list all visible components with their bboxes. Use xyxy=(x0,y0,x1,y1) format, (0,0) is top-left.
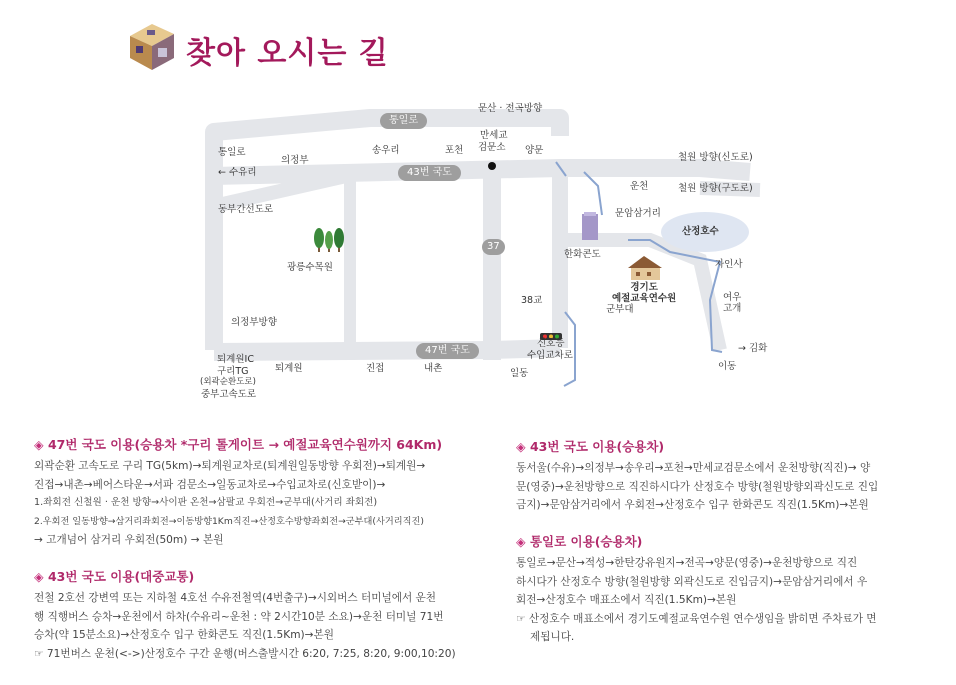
diamond-icon: ◈ xyxy=(34,437,44,452)
section-line: 외곽순환 고속도로 구리 TG(5km)→퇴계원교차로(퇴계원일동방향 우회전)→퇴계원→ xyxy=(34,460,426,472)
section-line: 2.우회전 일동방향→삼거리좌회전→이동방향1Km직진→산정호수방향좌회전→군부대(사거리직진) xyxy=(34,515,424,527)
yeou-gogae-label: 여우 고개 xyxy=(723,292,742,314)
institute-building-icon xyxy=(628,256,662,280)
gwangneung-label: 광릉수목원 xyxy=(287,262,333,273)
suyuri-label: ← 수유리 xyxy=(218,167,257,178)
cheorwon-gudoro-label: 철원 방향(구도로) xyxy=(678,183,753,194)
route47-tag: 47번 국도 xyxy=(416,343,479,359)
route-section-43-public xyxy=(34,567,504,663)
section-line: 문(영중)→운천방향으로 직진하시다가 산정호수 방향(철원방향외곽신도로 진입 xyxy=(516,480,879,493)
mansegyo-label: 만세교 xyxy=(480,130,508,141)
section-line: 금지)→문암삼거리에서 우회전→산정호수 입구 한화콘도 직진(1.5Km)→본원 xyxy=(516,499,869,511)
gimhwa-label: → 김화 xyxy=(738,343,768,354)
uijeongbu-label: 의정부 xyxy=(281,155,309,166)
yangmun-label: 양문 xyxy=(525,145,544,156)
singodeung-label: 신호등 xyxy=(537,338,565,349)
hanwha-label: 한화콘도 xyxy=(564,249,601,260)
section-title: 47번 국도 이용(승용차 *구리 톨게이트 → 예절교육연수원까지 64Km) xyxy=(47,437,443,452)
parking-note: ☞ 산정호수 매표소에서 경기도예절교육연수원 연수생임을 밝히면 주차료가 면 xyxy=(516,612,877,625)
section-line: 동서울(수유)→의정부→송우리→포천→만세교검문소에서 운천방향(직진)→ 양 xyxy=(516,462,871,474)
section-line: 행 직행버스 승차→운천에서 하차(수유리~운천 : 약 2시간10분 소요)→운천 터미널 71번 xyxy=(34,610,444,623)
munsan-label: 문산 · 전곡방향 xyxy=(478,103,543,114)
ido-label: 이동 xyxy=(718,361,737,372)
route37-tag: 37 xyxy=(482,239,505,255)
diamond-icon: ◈ xyxy=(516,534,526,549)
naechon-label: 내촌 xyxy=(424,363,443,374)
page-title: 찾아 오시는 길 xyxy=(186,36,389,71)
geommunso-label: 검문소 xyxy=(478,142,506,153)
section-title: 43번 국도 이용(대중교통) xyxy=(47,569,195,584)
section-line: 진접→내촌→베어스타운→서파 검문소→일동교차로→수입교차로(신호받이)→ xyxy=(34,478,386,491)
section-line: 전철 2호선 강변역 또는 지하철 4호선 수유전철역(4번출구)→시외버스 터미널에서 운천 xyxy=(34,592,437,604)
diamond-icon: ◈ xyxy=(34,569,44,584)
section-title: 43번 국도 이용(승용차) xyxy=(529,439,665,454)
suip-label: 수입교차로 xyxy=(527,350,573,361)
pocheon-label: 포천 xyxy=(445,145,464,156)
ildong-label: 일동 xyxy=(510,368,529,379)
sanjeong-lake-label: 산정호수 xyxy=(682,226,719,237)
outer-ring-label: (외곽순환도로) xyxy=(200,377,256,387)
hanwha-building-icon xyxy=(582,212,598,240)
tree-icon xyxy=(314,228,344,252)
guri-tg-label: 구리TG xyxy=(217,366,249,377)
tongil-road-tag: 통일로 xyxy=(380,113,427,129)
route-section-tongil-car xyxy=(516,532,936,647)
jungbu-label: 중부고속도로 xyxy=(201,389,257,400)
toegyewon-ic-label: 퇴계원IC xyxy=(217,354,254,365)
section-line: 승차(약 15분소요)→산정호수 입구 한화콘도 직진(1.5Km)→본원 xyxy=(34,629,335,641)
diamond-icon: ◈ xyxy=(516,439,526,454)
uncheon-label: 운천 xyxy=(630,181,649,192)
section-line: 회전→산정호수 매표소에서 직진(1.5Km)→본원 xyxy=(516,594,737,606)
gunbudae-label: 군부대 xyxy=(606,304,634,315)
toegyewon-label: 퇴계원 xyxy=(275,363,303,374)
dongbu-label: 동부간선도로 xyxy=(218,204,274,215)
jainsa-label: 자인사 xyxy=(715,259,743,270)
route-section-47-car xyxy=(34,435,504,550)
jinjeop-label: 진접 xyxy=(366,363,385,374)
route43-tag: 43번 국도 xyxy=(398,165,461,181)
uijeongbu-dir-label: 의정부방향 xyxy=(231,317,277,328)
bus-schedule-note: ☞ 71번버스 운천(<->)산정호수 구간 운행(버스출발시간 6:20, 7:25, 8:20, 9:00,10:20) xyxy=(34,647,456,660)
tongilro-left-label: 통일로 xyxy=(218,147,246,158)
section-title: 통일로 이용(승용차) xyxy=(529,534,643,549)
munam-label: 문암삼거리 xyxy=(615,208,661,219)
section-line: 하시다가 산정호수 방향(철원방향 외곽신도로 진입금지)→문암삼거리에서 우 xyxy=(516,575,868,588)
songuri-label: 송우리 xyxy=(372,145,400,156)
section-line: 통일로→문산→적성→한탄강유원지→전곡→양문(영중)→운천방향으로 직진 xyxy=(516,557,858,569)
cheorwon-sindoro-label: 철원 방향(신도로) xyxy=(678,152,753,163)
section-line: 1.좌회전 신철원 · 운천 방향→사이판 온천→삼팔교 우회전→군부대(사거리 좌회전) xyxy=(34,497,378,508)
parking-note: 제됩니다. xyxy=(530,631,575,643)
institute-label: 경기도 예절교육연수원 xyxy=(612,282,677,304)
route-section-43-car xyxy=(516,437,936,515)
section-line: → 고개넘어 삼거리 우회전(50m) → 본원 xyxy=(34,534,224,546)
bridge-38-label: 38교 xyxy=(521,295,543,306)
